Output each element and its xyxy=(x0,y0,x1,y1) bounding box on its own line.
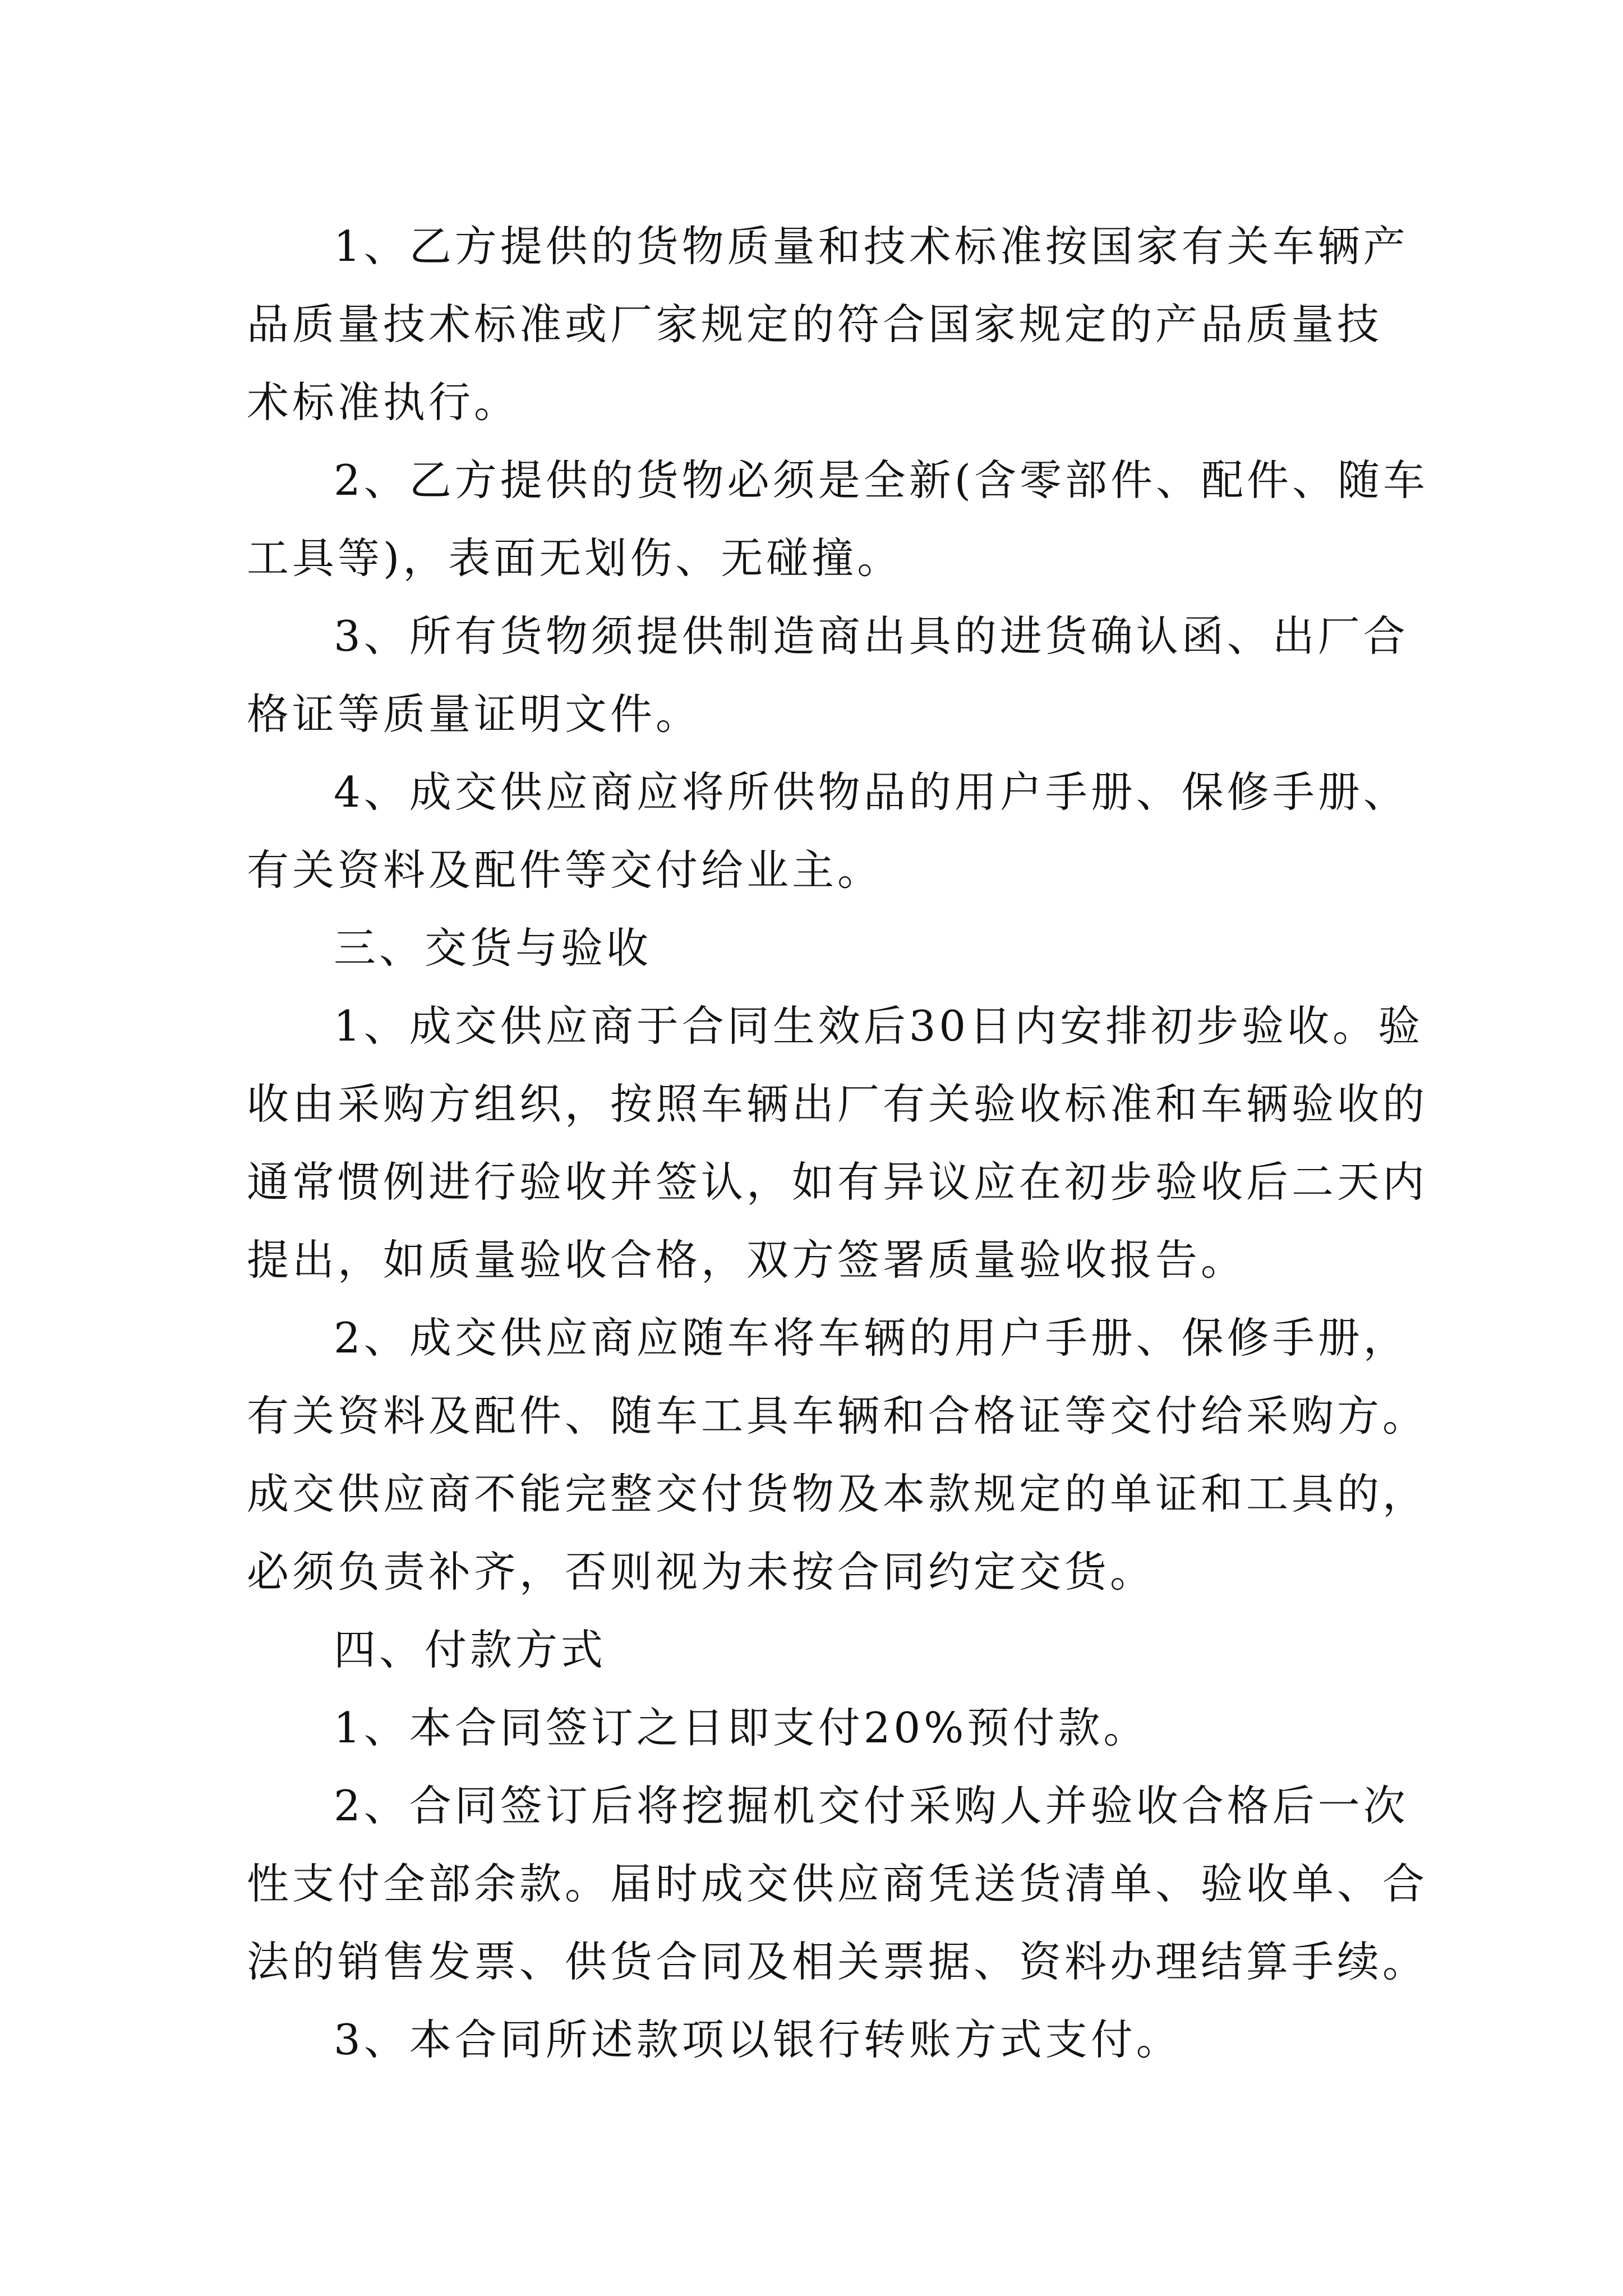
text-line: 有关资料及配件等交付给业主。 xyxy=(247,845,883,895)
text-line: 1、乙方提供的货物质量和技术标准按国家有关车辆产 xyxy=(334,222,1409,271)
text-line: 1、本合同签订之日即支付20%预付款。 xyxy=(334,1703,1149,1752)
text-line: 1、成交供应商于合同生效后30日内安排初步验收。验 xyxy=(334,1001,1424,1051)
text-line: 2、乙方提供的货物必须是全新(含零部件、配件、随车 xyxy=(334,455,1428,505)
text-line: 通常惯例进行验收并签认，如有异议应在初步验收后二天内 xyxy=(247,1157,1428,1207)
text-line: 术标准执行。 xyxy=(247,378,520,427)
text-line: 2、成交供应商应随车将车辆的用户手册、保修手册， xyxy=(334,1313,1409,1363)
text-line: 必须负责补齐，否则视为未按合同约定交货。 xyxy=(247,1547,1156,1596)
text-line: 品质量技术标准或厂家规定的符合国家规定的产品质量技 xyxy=(247,300,1383,349)
text-line: 有关资料及配件、随车工具车辆和合格证等交付给采购方。 xyxy=(247,1391,1428,1441)
text-line: 3、所有货物须提供制造商出具的进货确认函、出厂合 xyxy=(334,611,1409,661)
text-line: 格证等质量证明文件。 xyxy=(247,689,702,739)
text-line: 性支付全部余款。届时成交供应商凭送货清单、验收单、合 xyxy=(247,1859,1428,1908)
document-body xyxy=(247,208,1436,2079)
text-line: 法的销售发票、供货合同及相关票据、资料办理结算手续。 xyxy=(247,1937,1428,1986)
text-line: 3、本合同所述款项以银行转账方式支付。 xyxy=(334,2015,1182,2064)
text-line: 提出，如质量验收合格，双方签署质量验收报告。 xyxy=(247,1235,1247,1285)
section-heading: 四、付款方式 xyxy=(334,1625,607,1674)
section-heading: 三、交货与验收 xyxy=(334,923,652,973)
text-line: 成交供应商不能完整交付货物及本款规定的单证和工具的， xyxy=(247,1469,1428,1519)
text-line: 收由采购方组织，按照车辆出厂有关验收标准和车辆验收的 xyxy=(247,1079,1428,1129)
text-line: 工具等)，表面无划伤、无碰撞。 xyxy=(247,533,903,583)
text-line: 2、合同签订后将挖掘机交付采购人并验收合格后一次 xyxy=(334,1781,1409,1830)
text-line: 4、成交供应商应将所供物品的用户手册、保修手册、 xyxy=(334,767,1409,817)
